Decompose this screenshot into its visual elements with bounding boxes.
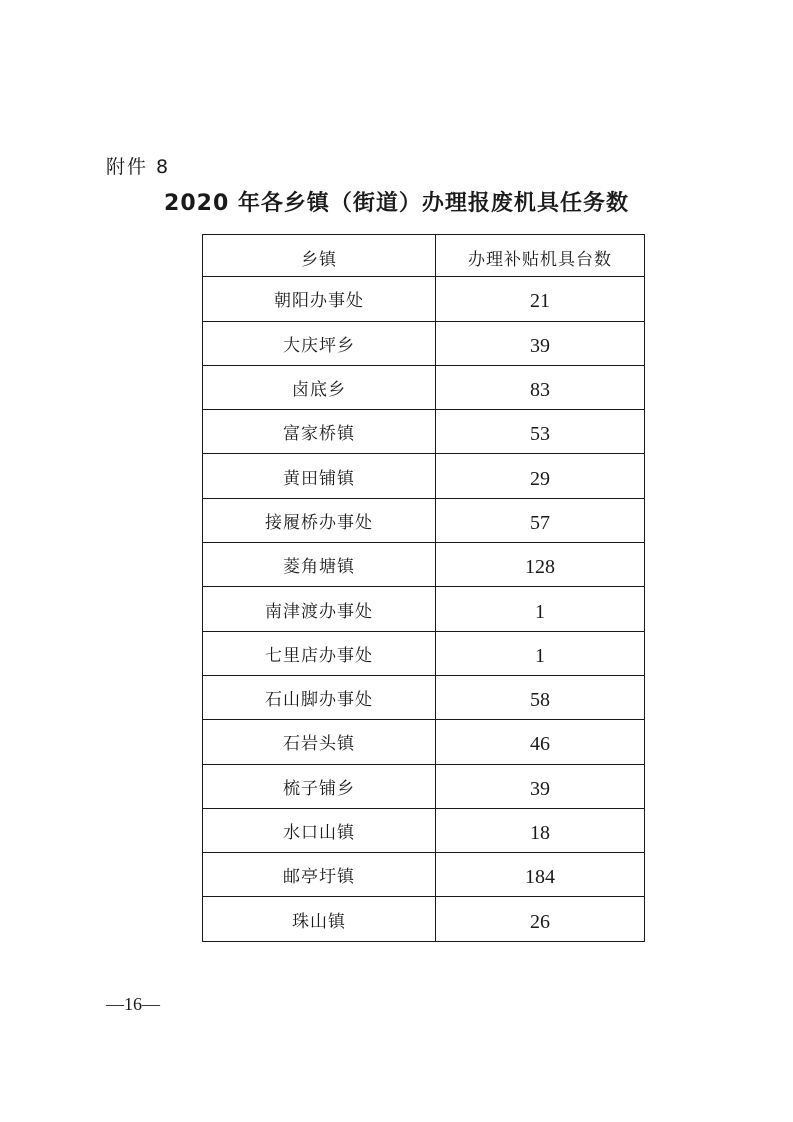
table-row — [203, 587, 645, 631]
table-row — [203, 365, 645, 409]
town-cell: 石岩头镇 — [203, 720, 436, 764]
table-row — [203, 897, 645, 941]
attachment-label: 附件 8 — [106, 156, 171, 178]
table-row — [203, 543, 645, 587]
count-cell: 39 — [436, 764, 645, 808]
table-row — [203, 410, 645, 454]
town-cell: 石山脚办事处 — [203, 675, 436, 719]
town-cell: 大庆坪乡 — [203, 321, 436, 365]
table-row — [203, 631, 645, 675]
count-cell: 46 — [436, 720, 645, 764]
town-cell: 接履桥办事处 — [203, 498, 436, 542]
count-cell: 83 — [436, 365, 645, 409]
document-title: 2020 年各乡镇（街道）办理报废机具任务数 — [164, 191, 629, 216]
town-cell: 七里店办事处 — [203, 631, 436, 675]
town-cell: 珠山镇 — [203, 897, 436, 941]
count-cell: 1 — [436, 587, 645, 631]
table-header-row — [203, 235, 645, 277]
town-cell: 卤底乡 — [203, 365, 436, 409]
town-cell: 菱角塘镇 — [203, 543, 436, 587]
count-cell: 1 — [436, 631, 645, 675]
town-cell: 水口山镇 — [203, 808, 436, 852]
count-cell: 128 — [436, 543, 645, 587]
town-cell: 朝阳办事处 — [203, 277, 436, 321]
town-cell: 黄田铺镇 — [203, 454, 436, 498]
task-table — [202, 234, 645, 942]
table-row — [203, 277, 645, 321]
town-cell: 梳子铺乡 — [203, 764, 436, 808]
count-cell: 184 — [436, 853, 645, 897]
town-cell: 邮亭圩镇 — [203, 853, 436, 897]
count-cell: 39 — [436, 321, 645, 365]
count-cell: 18 — [436, 808, 645, 852]
count-cell: 29 — [436, 454, 645, 498]
town-cell: 富家桥镇 — [203, 410, 436, 454]
table-row — [203, 764, 645, 808]
page-number: —16— — [106, 994, 160, 1014]
table-row — [203, 454, 645, 498]
table-row — [203, 720, 645, 764]
town-cell: 南津渡办事处 — [203, 587, 436, 631]
count-cell: 26 — [436, 897, 645, 941]
table-row — [203, 321, 645, 365]
header-count: 办理补贴机具台数 — [436, 235, 645, 277]
table-row — [203, 498, 645, 542]
count-cell: 58 — [436, 675, 645, 719]
count-cell: 53 — [436, 410, 645, 454]
table-row — [203, 675, 645, 719]
count-cell: 57 — [436, 498, 645, 542]
table-row — [203, 808, 645, 852]
count-cell: 21 — [436, 277, 645, 321]
header-town: 乡镇 — [203, 235, 436, 277]
table-row — [203, 853, 645, 897]
